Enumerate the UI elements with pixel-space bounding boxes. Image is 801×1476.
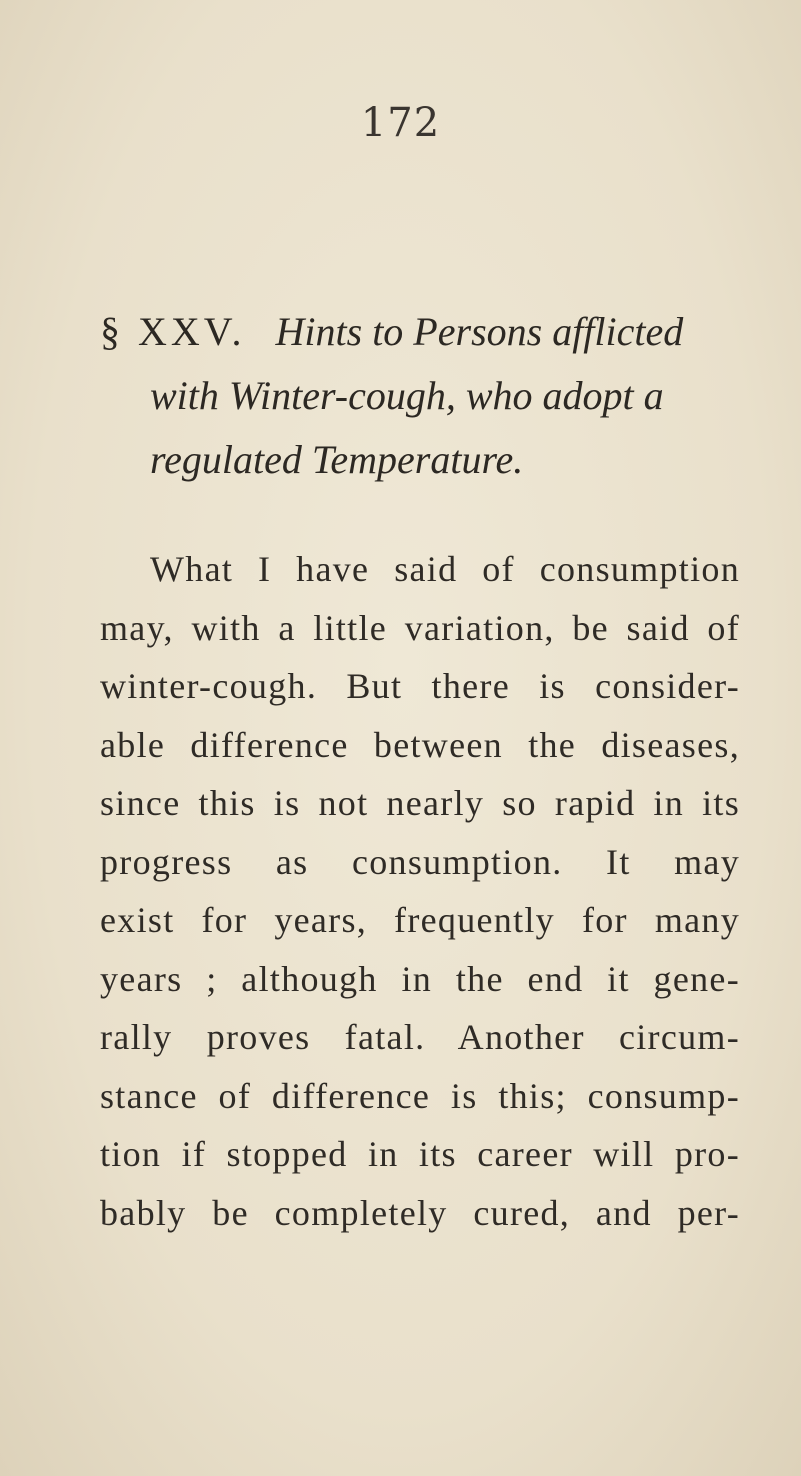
heading-line-2: with Winter-cough, who adopt a: [150, 373, 664, 418]
body-line-1: What I have said of consumption: [150, 549, 740, 589]
heading-line-3: regulated Temperature.: [150, 437, 524, 482]
body-line-7: exist for years, frequently for many: [100, 900, 740, 940]
body-line-3: winter-cough. But there is consider-: [100, 666, 740, 706]
heading-text-1: Hints to Persons afflicted: [275, 309, 684, 354]
body-line-12: bably be completely cured, and per-: [100, 1192, 740, 1233]
body-line-5: since this is not nearly so rapid in its: [100, 783, 740, 823]
section-mark: § XXV.: [100, 309, 246, 354]
body-line-6: progress as consumption. It may: [100, 841, 740, 882]
body-line-11: tion if stopped in its career will pro-: [100, 1134, 740, 1174]
body-line-10: stance of difference is this; consump-: [100, 1075, 740, 1116]
body-line-4: able difference between the diseases,: [100, 724, 740, 765]
body-line-2: may, with a little variation, be said of: [100, 607, 740, 648]
body-paragraph: [100, 540, 740, 1242]
section-heading: [100, 300, 760, 492]
heading-line-1: [100, 300, 760, 364]
body-line-9: rally proves fatal. Another circum-: [100, 1017, 740, 1057]
body-line-8: years ; although in the end it gene-: [100, 958, 740, 999]
page-number: 172: [360, 100, 441, 146]
